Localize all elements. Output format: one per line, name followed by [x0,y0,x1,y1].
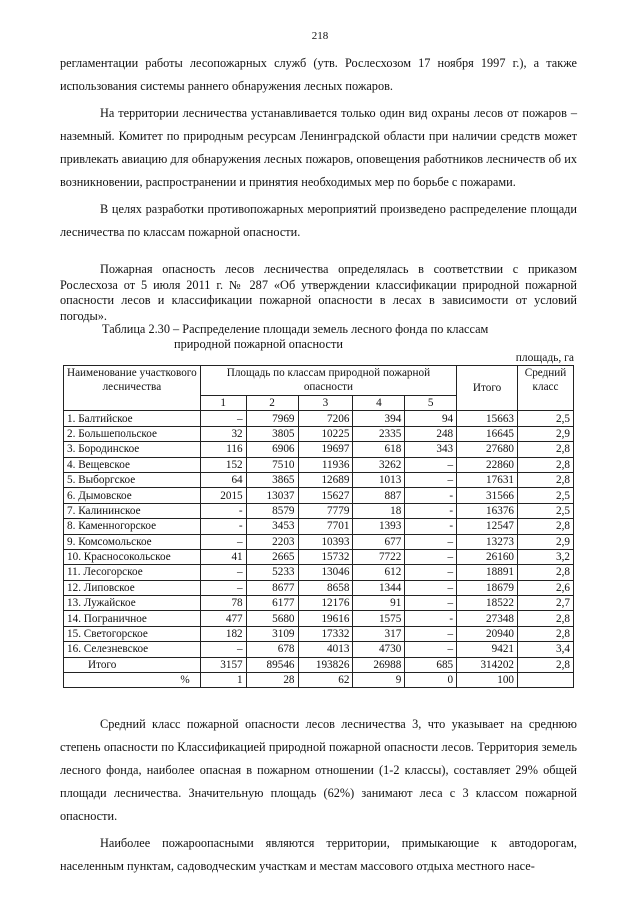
cell-class-5: – [405,457,457,472]
cell-class-2: 3865 [246,472,298,487]
cell-class-3: 193826 [298,657,353,672]
cell-class-3: 10225 [298,426,353,441]
cell-class-2: 3453 [246,519,298,534]
table-body [64,411,574,688]
cell-class-4: 394 [353,411,405,426]
table-row [64,596,574,611]
cell-class-2: 13037 [246,488,298,503]
cell-total: 18679 [457,580,518,595]
cell-class-3: 12176 [298,596,353,611]
cell-class-3: 15627 [298,488,353,503]
cell-class-3: 19616 [298,611,353,626]
paragraph-fire-protection: На территории лесничества устанавливается только один вид охраны лесов от пожаров – наземный. Комитет по природным ресурсам Ленинградской области при наличии средств может привлекать авиацию для обнаружения лесных пожаров, оповещения работников лесничеств об их возникновении, распространении и принятия необходимых мер по борьбе с пожарами. [60,106,577,189]
cell-avg-class: 2,9 [518,534,574,549]
cell-total: 16376 [457,503,518,518]
cell-class-4: 91 [353,596,405,611]
cell-class-1: 152 [200,457,246,472]
cell-total: 18522 [457,596,518,611]
cell-total: 27348 [457,611,518,626]
cell-avg-class: 2,6 [518,580,574,595]
cell-class-4: 612 [353,565,405,580]
cell-class-4: 2335 [353,426,405,441]
cell-name: Итого [64,657,201,672]
cell-class-4: 1013 [353,472,405,487]
cell-class-4: 677 [353,534,405,549]
cell-name: 15. Светогорское [64,626,201,641]
header-class-4: 4 [353,396,405,411]
cell-class-4: 9 [353,673,405,688]
text-block-lower [60,713,577,882]
cell-avg-class: 2,7 [518,596,574,611]
cell-class-1: 477 [200,611,246,626]
cell-class-5: 0 [405,673,457,688]
cell-name: 5. Выборгское [64,472,201,487]
cell-class-3: 13046 [298,565,353,580]
cell-class-3: 7206 [298,411,353,426]
cell-class-4: 4730 [353,642,405,657]
cell-name: 9. Комсомольское [64,534,201,549]
table-row [64,472,574,487]
cell-total: 27680 [457,442,518,457]
cell-total: 18891 [457,565,518,580]
cell-class-3: 10393 [298,534,353,549]
cell-total: 100 [457,673,518,688]
cell-class-5: – [405,626,457,641]
header-name: Наименование участкового лесничества [64,366,201,411]
header-class-5: 5 [405,396,457,411]
cell-class-5: – [405,596,457,611]
cell-name: 4. Вещевское [64,457,201,472]
cell-avg-class [518,673,574,688]
header-avg-class: Средний класс [518,366,574,411]
cell-class-4: 7722 [353,549,405,564]
cell-class-1: 32 [200,426,246,441]
text-block-upper [60,52,577,248]
cell-class-5: – [405,534,457,549]
cell-total: 26160 [457,549,518,564]
cell-avg-class: 3,2 [518,549,574,564]
cell-class-5: 343 [405,442,457,457]
cell-avg-class: 2,8 [518,442,574,457]
paragraph-hazard-zones: Наиболее пожароопасными являются территории, примыкающие к автодорогам, населенным пунктам, садоводческим участкам и местам массового отдыха местного насе- [60,836,577,873]
paragraph-fire-classes-intro: В целях разработки противопожарных мероприятий произведено распределение площади лесничества по классам пожарной опасности. [60,202,577,239]
cell-class-2: 7969 [246,411,298,426]
cell-class-3: 12689 [298,472,353,487]
table-row [64,457,574,472]
cell-total: 16645 [457,426,518,441]
header-total: Итого [457,366,518,411]
cell-class-4: 1393 [353,519,405,534]
cell-total: 9421 [457,642,518,657]
cell-name: 16. Селезневское [64,642,201,657]
cell-avg-class: 2,8 [518,457,574,472]
cell-class-3: 11936 [298,457,353,472]
cell-total: 31566 [457,488,518,503]
cell-class-2: 8677 [246,580,298,595]
cell-class-5: – [405,580,457,595]
cell-class-3: 17332 [298,626,353,641]
cell-class-1: - [200,503,246,518]
cell-class-2: 678 [246,642,298,657]
cell-class-2: 6906 [246,442,298,457]
cell-total: 17631 [457,472,518,487]
cell-avg-class: 2,8 [518,565,574,580]
header-class-3: 3 [298,396,353,411]
table-caption-line2: природной пожарной опасности [174,337,343,351]
cell-class-5: – [405,642,457,657]
cell-class-3: 4013 [298,642,353,657]
cell-total: 12547 [457,519,518,534]
table-row [64,642,574,657]
cell-class-4: 26988 [353,657,405,672]
paragraph-continuation: регламентации работы лесопожарных служб (утв. Рослесхозом 17 ноября 1997 г.), а также использования системы раннего обнаружения лесных пожаров. [60,56,577,93]
cell-class-5: 685 [405,657,457,672]
table-row [64,611,574,626]
cell-class-4: 3262 [353,457,405,472]
cell-class-1: – [200,534,246,549]
cell-class-2: 28 [246,673,298,688]
cell-class-5: - [405,503,457,518]
cell-name: 11. Лесогорское [64,565,201,580]
cell-class-1: – [200,565,246,580]
table-row [64,565,574,580]
cell-total: 20940 [457,626,518,641]
cell-class-2: 2203 [246,534,298,549]
cell-name: % [64,673,201,688]
cell-class-1: 41 [200,549,246,564]
cell-class-2: 6177 [246,596,298,611]
paragraph-average-class: Средний класс пожарной опасности лесов лесничества 3, что указывает на среднюю степень опасности по Классификацией природной пожарной опасности лесов. Территория земель лесного фонда, наиболее опасная в пожарном отношении (1-2 классы), составляет 29% общей площади лесничества. Значительную площадь (62%) занимают леса с 3 классом пожарной опасности. [60,717,577,823]
cell-name: 12. Липовское [64,580,201,595]
cell-class-4: 887 [353,488,405,503]
cell-name: 7. Калининское [64,503,201,518]
cell-class-2: 89546 [246,657,298,672]
cell-class-5: - [405,611,457,626]
cell-avg-class: 2,9 [518,426,574,441]
cell-class-2: 7510 [246,457,298,472]
cell-avg-class: 2,5 [518,411,574,426]
header-area-by-class: Площадь по классам природной пожарной опасности [200,366,456,396]
fire-class-table [63,365,574,688]
table-row [64,411,574,426]
table-row [64,580,574,595]
table-caption [102,322,488,352]
cell-class-3: 15732 [298,549,353,564]
cell-class-1: – [200,411,246,426]
cell-total: 15663 [457,411,518,426]
cell-class-2: 5233 [246,565,298,580]
cell-name: 13. Лужайское [64,596,201,611]
cell-class-4: 317 [353,626,405,641]
cell-avg-class: 2,5 [518,488,574,503]
cell-class-4: 18 [353,503,405,518]
cell-class-3: 7701 [298,519,353,534]
cell-total: 13273 [457,534,518,549]
cell-class-3: 7779 [298,503,353,518]
cell-avg-class: 2,8 [518,611,574,626]
cell-avg-class: 2,8 [518,472,574,487]
cell-class-1: 78 [200,596,246,611]
cell-name: 14. Пограничное [64,611,201,626]
page-number: 218 [311,30,329,42]
cell-class-2: 3805 [246,426,298,441]
cell-avg-class: 2,8 [518,626,574,641]
text-block-order [60,262,577,324]
table-caption-line1: Таблица 2.30 – Распределение площади земель лесного фонда по классам [102,322,489,336]
cell-class-5: – [405,549,457,564]
cell-class-4: 1575 [353,611,405,626]
table-row [64,519,574,534]
table-row [64,534,574,549]
cell-class-5: – [405,472,457,487]
cell-class-3: 8658 [298,580,353,595]
cell-class-2: 5680 [246,611,298,626]
cell-class-5: - [405,519,457,534]
cell-class-2: 2665 [246,549,298,564]
cell-class-1: – [200,580,246,595]
table-row [64,549,574,564]
cell-class-1: 3157 [200,657,246,672]
table-row-total [64,657,574,672]
cell-class-1: 116 [200,442,246,457]
cell-name: 1. Балтийское [64,411,201,426]
cell-class-3: 19697 [298,442,353,457]
cell-class-2: 8579 [246,503,298,518]
cell-class-1: 64 [200,472,246,487]
table-units: площадь, га [515,352,574,364]
header-class-2: 2 [246,396,298,411]
cell-class-2: 3109 [246,626,298,641]
cell-class-1: – [200,642,246,657]
cell-class-5: 94 [405,411,457,426]
paragraph-rosleshoz-order: Пожарная опасность лесов лесничества определялась в соответствии с приказом Рослесхоза от 5 июля 2011 г. № 287 «Об утверждении классификации природной пожарной опасности лесов и классификации пожарной опасности в лесах в зависимости от условий погоды». [60,262,577,323]
cell-class-4: 1344 [353,580,405,595]
cell-name: 3. Бородинское [64,442,201,457]
cell-total: 22860 [457,457,518,472]
table-row [64,503,574,518]
cell-name: 2. Большепольское [64,426,201,441]
cell-class-1: - [200,519,246,534]
cell-avg-class: 2,8 [518,519,574,534]
cell-class-5: - [405,488,457,503]
table-row-percent [64,673,574,688]
cell-total: 314202 [457,657,518,672]
cell-class-3: 62 [298,673,353,688]
cell-name: 6. Дымовское [64,488,201,503]
cell-avg-class: 3,4 [518,642,574,657]
table-row [64,426,574,441]
cell-name: 10. Красносокольское [64,549,201,564]
cell-avg-class: 2,8 [518,657,574,672]
table-row [64,442,574,457]
cell-class-4: 618 [353,442,405,457]
cell-class-5: – [405,565,457,580]
table-row [64,626,574,641]
cell-avg-class: 2,5 [518,503,574,518]
cell-class-1: 1 [200,673,246,688]
header-class-1: 1 [200,396,246,411]
cell-class-5: 248 [405,426,457,441]
cell-name: 8. Каменногорское [64,519,201,534]
table-row [64,488,574,503]
cell-class-1: 2015 [200,488,246,503]
cell-class-1: 182 [200,626,246,641]
